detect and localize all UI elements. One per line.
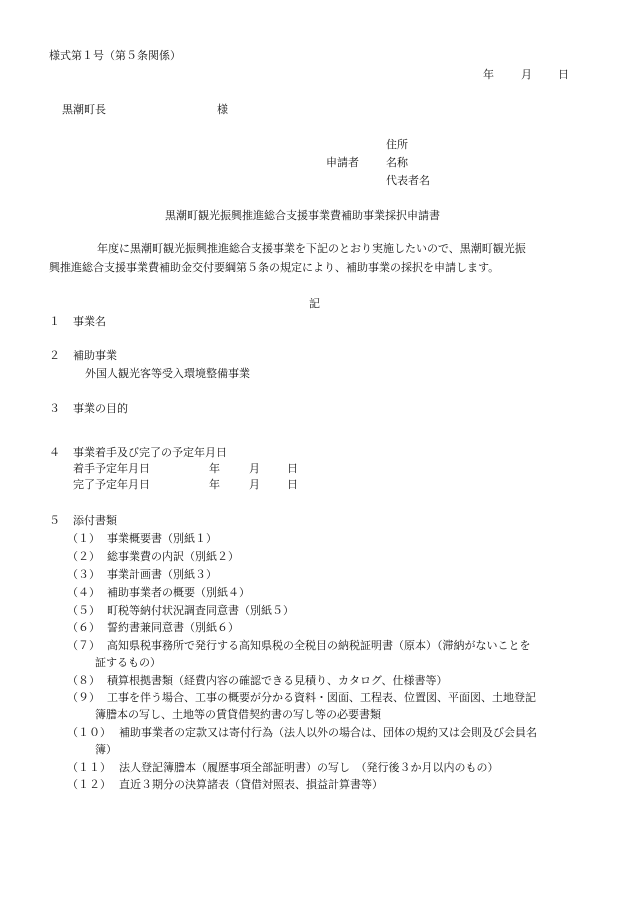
attachment-text: 事業計画書（別紙３） [107,568,217,581]
item-5-label: 添付書類 [73,514,117,527]
attachment-text: 高知県税事務所で発行する高知県税の全税目の納税証明書（原本）（滞納がないことを [107,639,531,652]
attachment-number: （１２） [67,778,111,791]
addressee-name: 黒潮町長 [62,103,106,116]
attachment-number: （１１） [67,761,111,774]
item-2-number: ２ [49,349,60,362]
item-3-number: ３ [49,402,60,415]
attachment-text-continued: 証するもの） [95,656,161,669]
attachment-number: （９） [67,691,100,704]
item-1-number: １ [49,315,60,328]
applicant-representative-label: 代表者名 [386,174,430,187]
attachment-number: （７） [67,639,100,652]
body-text-line-1: 年度に黒潮町観光振興推進総合支援事業を下記のとおり実施したいので、黒潮町観光振 [97,242,526,255]
end-year-label: 年 [209,478,220,491]
date-month-label: 月 [521,68,532,81]
item-2-value: 外国人観光客等受入環境整備事業 [85,367,250,380]
attachment-text-continued: 簿） [95,743,117,756]
item-4-label: 事業着手及び完了の予定年月日 [73,446,227,459]
attachment-text: 事業概要書（別紙１） [107,532,217,545]
end-day-label: 日 [287,478,298,491]
attachment-text: 総事業費の内訳（別紙２） [107,550,239,563]
attachment-number: （２） [67,550,100,563]
attachment-number: （３） [67,568,100,581]
attachment-text: 補助事業者の定款又は寄付行為（法人以外の場合は、団体の規約又は会則及び会員名 [119,726,537,739]
attachment-number: （４） [67,586,100,599]
end-month-label: 月 [249,478,260,491]
attachment-text-continued: 簿謄本の写し、土地等の賃貸借契約書の写し等の必要書類 [95,708,381,721]
start-month-label: 月 [249,462,260,475]
start-day-label: 日 [287,462,298,475]
applicant-address-label: 住所 [386,138,408,151]
end-date-label: 完了予定年月日 [73,478,150,491]
attachment-number: （１０） [67,726,111,739]
attachment-number: （５） [67,604,100,617]
item-1-label: 事業名 [73,315,106,328]
attachment-text: 町税等納付状況調査同意書（別紙５） [107,604,294,617]
date-day-label: 日 [558,68,569,81]
ki-heading: 記 [309,297,320,310]
attachment-text: 補助事業者の概要（別紙４） [107,586,250,599]
attachment-text: 誓約書兼同意書（別紙６） [107,621,239,634]
attachment-number: （８） [67,674,100,687]
start-date-label: 着手予定年月日 [73,462,150,475]
addressee-honorific: 様 [217,103,228,116]
date-year-label: 年 [483,68,494,81]
start-year-label: 年 [209,462,220,475]
applicant-label: 申請者 [326,156,359,169]
item-4-number: ４ [49,446,60,459]
applicant-name-label: 名称 [386,156,408,169]
attachment-text: 積算根拠書類（経費内容の確認できる見積り、カタログ、仕様書等） [107,674,448,687]
attachment-number: （１） [67,532,100,545]
item-2-label: 補助事業 [73,349,117,362]
item-5-number: ５ [49,514,60,527]
attachment-text: 工事を伴う場合、工事の概要が分かる資料・図面、工程表、位置図、平面図、土地登記 [107,691,536,704]
body-text-line-2: 興推進総合支援事業費補助金交付要綱第５条の規定により、補助事業の採択を申請します。 [49,261,500,274]
attachment-text: 法人登記簿謄本（履歴事項全部証明書）の写し （発行後３か月以内のもの） [119,761,499,774]
attachment-number: （６） [67,621,100,634]
attachment-text: 直近３期分の決算諸表（貸借対照表、損益計算書等） [119,778,383,791]
document-title: 黒潮町観光振興推進総合支援事業費補助事業採択申請書 [165,209,440,222]
form-number: 様式第１号（第５条関係） [49,49,181,62]
item-3-label: 事業の目的 [73,402,128,415]
